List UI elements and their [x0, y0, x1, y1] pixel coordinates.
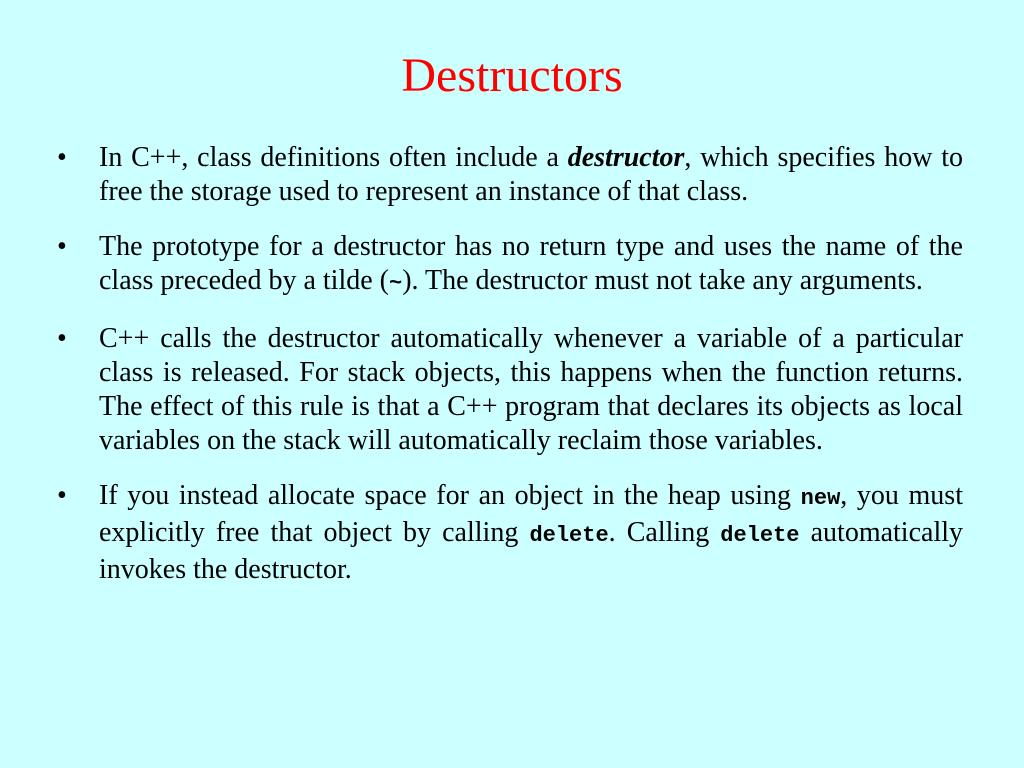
bullet-text-part: , which specifies how to free the storage used to represent an instance of that class.: [99, 142, 963, 207]
bullet-text-part: , you must explicitly free that object by calling: [99, 480, 963, 548]
emphasis-term: destructor: [567, 142, 685, 173]
code-token: new: [800, 486, 841, 511]
bullet-text-part: C++ calls the destructor automatically whenever a variable of a particular class is released. For stack objects, this happens when the function returns. The effect of this rule is that a C++ program that declares its objects as local variables on the stack will automatically reclaim those variables.: [99, 323, 963, 456]
bullet-text-part: . Calling: [608, 517, 721, 548]
bullet-item: [55, 322, 963, 458]
bullet-dot-icon: •: [57, 142, 67, 173]
bullet-item: [55, 230, 963, 301]
bullet-text: [99, 479, 963, 587]
code-token: delete: [529, 523, 609, 548]
bullet-text-part: ). The destructor must not take any arguments.: [402, 265, 923, 296]
bullet-text-part: The prototype for a destructor has no return type and uses the name of the class preceded by a tilde (: [99, 231, 963, 296]
bullet-text: [99, 322, 963, 458]
bullet-text-part: automatically invokes the destructor.: [99, 517, 963, 585]
bullet-text-part: In C++, class definitions often include a: [99, 142, 568, 173]
bullet-text-part: If you instead allocate space for an object in the heap using: [99, 480, 801, 511]
bullet-text: [99, 230, 963, 301]
code-token: ~: [388, 271, 403, 296]
bullet-text: [99, 141, 963, 209]
bullet-dot-icon: •: [57, 323, 67, 354]
code-token: delete: [720, 523, 800, 548]
bullet-list: [55, 141, 963, 608]
bullet-item: [55, 141, 963, 209]
bullet-dot-icon: •: [57, 231, 67, 262]
bullet-item: [55, 479, 963, 587]
slide-title: Destructors: [401, 49, 623, 102]
bullet-dot-icon: •: [57, 480, 67, 511]
